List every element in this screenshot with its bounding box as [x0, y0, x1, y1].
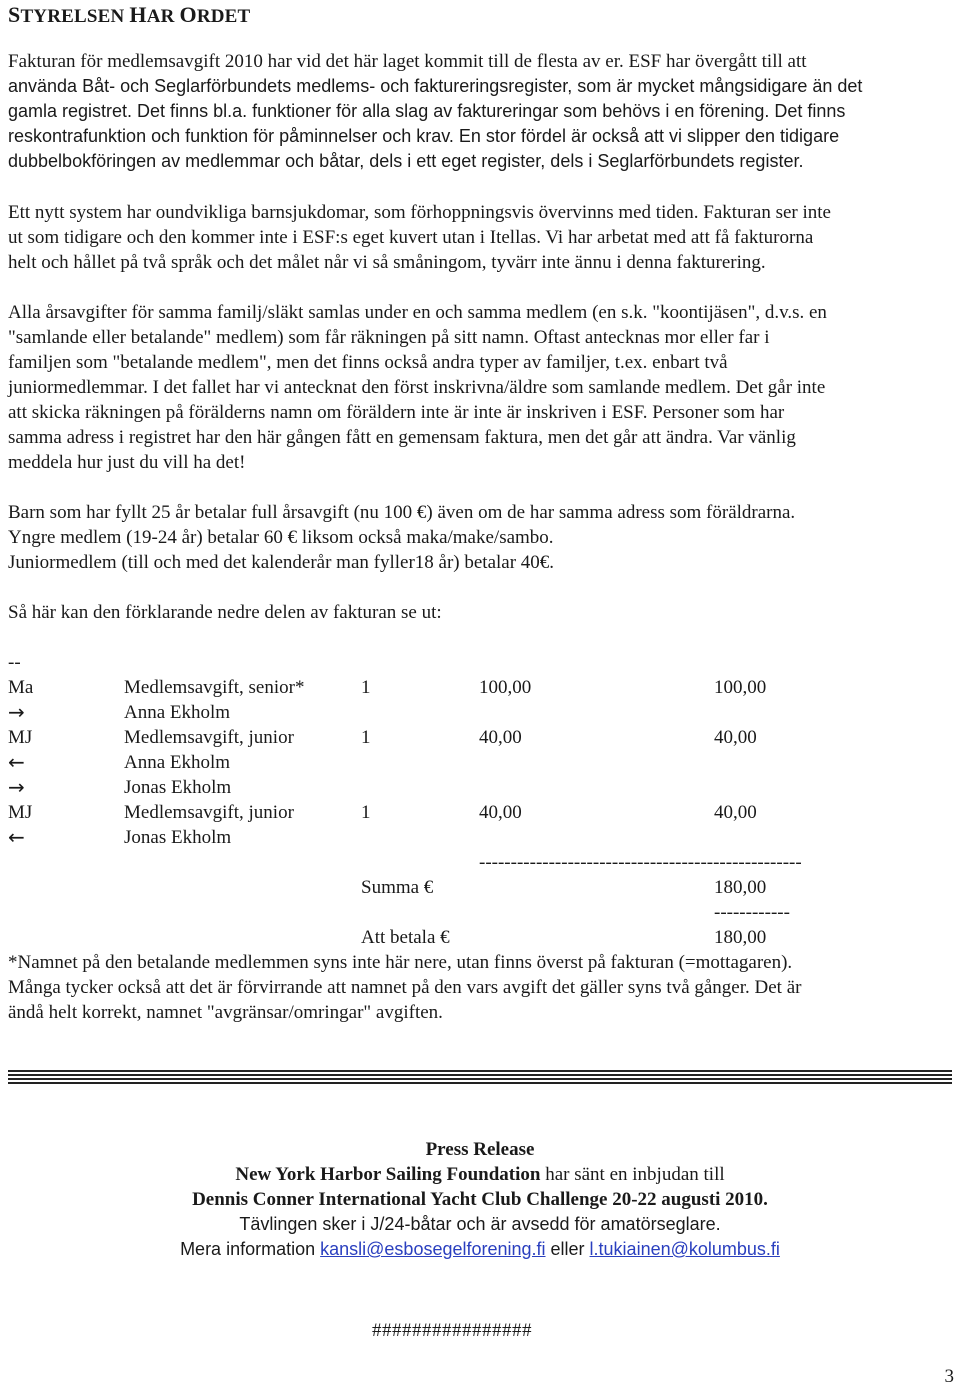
section-heading: STYRELSEN HAR ORDET	[8, 2, 251, 27]
paragraph-footnote: *Namnet på den betalande medlemmen syns inte här nere, utan finns överst på fakturan (=mottagaren). Många tycker också att det är förvirrande att namnet på den vars avgift det gäller syns två gånger. Det är ändå helt korrekt, namnet "avgränsar/omringar" avgiften.	[8, 952, 802, 1023]
invoice-qty: 1	[361, 727, 371, 748]
invoice-desc: Jonas Ekholm	[124, 777, 232, 798]
invoice-price: 40,00	[479, 727, 522, 748]
invoice-line	[8, 700, 952, 725]
invoice-line	[8, 675, 952, 700]
invoice-line	[8, 775, 952, 800]
email-link-kansli[interactable]: kansli@esbosegelforening.fi	[320, 1239, 546, 1259]
invoice-code: →	[8, 775, 25, 799]
invoice-pay-row: Att betala € 180,00	[361, 927, 767, 948]
invoice-desc: Medlemsavgift, junior	[124, 802, 294, 823]
invoice-line	[8, 750, 952, 775]
invoice-line	[8, 800, 952, 825]
invoice-desc: Medlemsavgift, junior	[124, 727, 294, 748]
paragraph-new-register: Fakturan för medlemsavgift 2010 har vid det här laget kommit till de flesta av er. ESF har övergått till att använda Båt- och Seglarförbundets medlems- och faktureringsregister, som är mycket mångsidigare än det gamla registret. Det finns bl.a. funktioner för alla slag av faktureringar som behövs i en förening. Det finns reskontrafunktion och funktion för påminnelser och krav. En stor fördel är också att vi slipper den tidigare dubbelbokföringen av medlemmar och båtar, dels i ett eget register, dels i Seglarförbundets register.	[8, 51, 863, 171]
press-release-event: Dennis Conner International Yacht Club Challenge 20-22 augusti 2010.	[192, 1189, 768, 1210]
paragraph-invoice-intro: Så här kan den förklarande nedre delen av fakturan se ut:	[8, 602, 442, 623]
email-link-tukiainen[interactable]: l.tukiainen@kolumbus.fi	[589, 1239, 780, 1259]
invoice-qty: 1	[361, 677, 371, 698]
invoice-price: 100,00	[479, 677, 532, 698]
invoice-code: ←	[8, 825, 25, 849]
press-release-org-line: New York Harbor Sailing Foundation har sänt en inbjudan till	[235, 1164, 725, 1185]
invoice-code: Ma	[8, 677, 34, 698]
end-marker: ################	[372, 1320, 532, 1341]
invoice-sum-row: Summa € 180,00	[361, 877, 767, 898]
press-release-contact-line: Mera information kansli@esbosegelforening.fi eller l.tukiainen@kolumbus.fi	[180, 1239, 780, 1259]
invoice-example	[8, 650, 952, 950]
invoice-line	[8, 825, 952, 850]
invoice-desc: Anna Ekholm	[124, 752, 231, 773]
invoice-code: ←	[8, 750, 25, 774]
page-number: 3	[944, 1366, 954, 1387]
invoice-total: 100,00	[714, 677, 767, 698]
invoice-rows	[8, 675, 952, 850]
invoice-total: 40,00	[714, 802, 757, 823]
press-release-info: Tävlingen sker i J/24-båtar och är avsedd för amatörseglare.	[239, 1214, 721, 1234]
invoice-desc: Anna Ekholm	[124, 702, 231, 723]
invoice-desc: Medlemsavgift, senior*	[124, 677, 305, 698]
invoice-code: MJ	[8, 802, 33, 823]
invoice-divider-row: ---------------------------------------------------	[479, 852, 802, 873]
invoice-total: 40,00	[714, 727, 757, 748]
invoice-divider-row-2: ------------	[714, 902, 790, 923]
invoice-qty: 1	[361, 802, 371, 823]
press-release-title: Press Release	[425, 1139, 535, 1160]
press-release	[8, 1137, 952, 1262]
paragraph-family-fees: Alla årsavgifter för samma familj/släkt samlas under en och samma medlem (en s.k. "koontijäsen", d.v.s. en "samlande eller betalande" medlem) som får räkningen på sitt namn. Oftast antecknas mor eller far i familjen som "betalande medlem", men det finns också andra typer av familjer, t.ex. enbart två juniormedlemmar. I det fallet har vi antecknat den först inskrivna/äldre som samlande medlem. Det går inte att skicka räkningen på förälderns namn om föräldern inte är inte är inskriven i ESF. Personer som har samma adress i registret har den här gången fått en gemensam faktura, men det går att ändra. Var vänlig meddela hur just du vill ha det!	[8, 302, 827, 473]
invoice-start-marker: --	[8, 652, 21, 673]
invoice-code: →	[8, 700, 25, 724]
invoice-price: 40,00	[479, 802, 522, 823]
invoice-desc: Jonas Ekholm	[124, 827, 232, 848]
invoice-code: MJ	[8, 727, 33, 748]
paragraph-new-system: Ett nytt system har oundvikliga barnsjukdomar, som förhoppningsvis övervinns med tiden. Fakturan ser inte ut som tidigare och den kommer inte i ESF:s eget kuvert utan i Itellas. Vi har arbetat med att få fakturorna helt och hållet på två språk och det målet når vi så småningom, tyvärr inte ännu i denna fakturering.	[8, 202, 831, 273]
paragraph-fee-levels: Barn som har fyllt 25 år betalar full årsavgift (nu 100 €) även om de har samma adress som föräldrarna. Yngre medlem (19-24 år) betalar 60 € liksom också maka/make/sambo. Juniormedlem (till och med det kalenderår man fyller18 år) betalar 40€.	[8, 502, 796, 573]
invoice-line	[8, 725, 952, 750]
section-divider	[8, 1070, 952, 1086]
